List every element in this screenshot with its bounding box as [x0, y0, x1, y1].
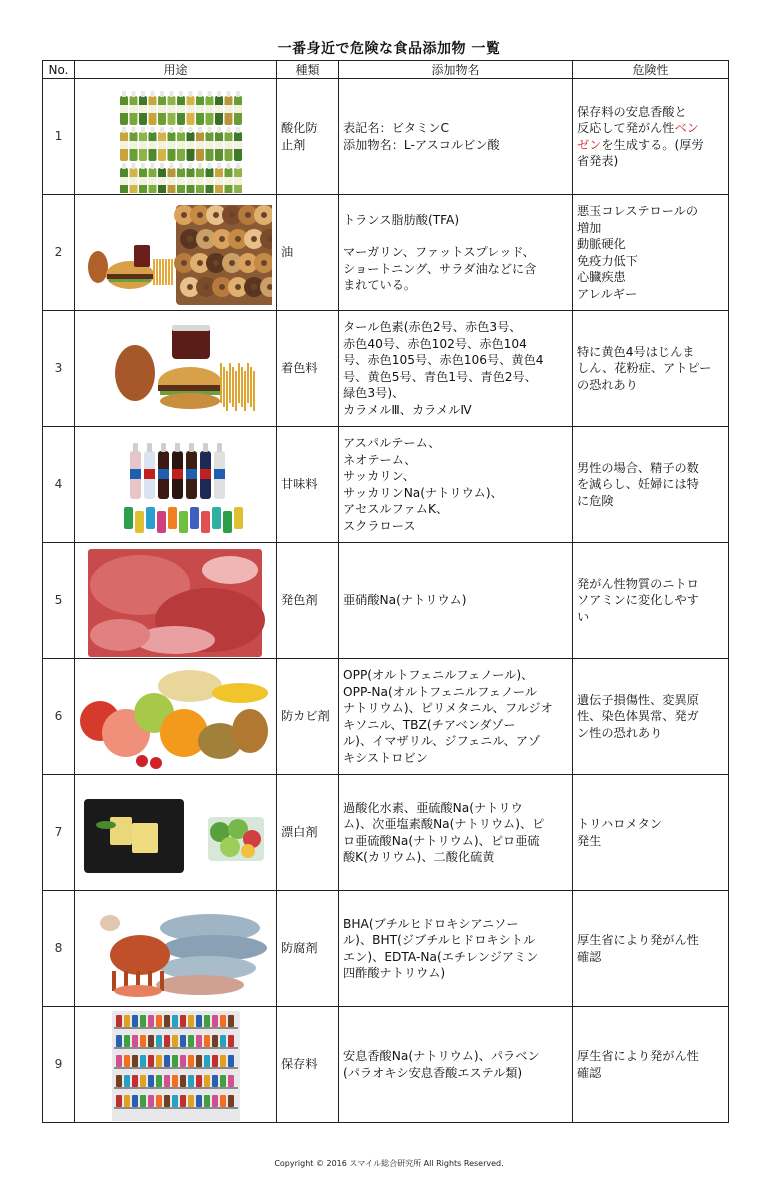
danger-fragment: 男性の場合、精子の数	[577, 460, 699, 475]
danger-cell	[573, 659, 729, 775]
danger-text	[577, 708, 724, 725]
additive-text: ム)、次亜塩素酸Na(ナトリウム)、ピ	[343, 817, 545, 831]
additive-cell	[339, 311, 573, 427]
additive-text: ネオテーム、	[343, 452, 417, 467]
danger-cell	[573, 427, 729, 543]
additive-text: まれている。	[343, 278, 417, 292]
use-image-cell	[75, 775, 277, 891]
danger-text	[577, 1065, 724, 1082]
danger-highlight: ゼン	[577, 137, 602, 152]
additive-text: 安息香酸Na(ナトリウム)、パラベン	[343, 1049, 540, 1063]
additive-text: カラメルⅢ、カラメルⅣ	[343, 402, 472, 417]
additive-text: スクラロース	[343, 518, 416, 533]
danger-cell	[573, 1007, 729, 1123]
additive-text: キソニル、TBZ(チアベンダゾー	[343, 717, 516, 732]
additive-text: 号、黄色5号、青色1号、青色2号、	[343, 369, 537, 384]
danger-text	[577, 286, 724, 303]
danger-fragment: を生成する。(厚労	[601, 137, 704, 152]
additive-text: キシストロビン	[343, 750, 428, 765]
additive-text: サッカリンNa(ナトリウム)、	[343, 485, 503, 500]
danger-fragment: 免疫力低下	[577, 253, 638, 268]
danger-text	[577, 344, 724, 361]
danger-highlight: ベン	[674, 121, 699, 135]
danger-fragment: 厚生省により発がん性	[577, 1049, 699, 1063]
header-kind: 種類	[277, 61, 339, 79]
row-number: 5	[43, 543, 75, 659]
danger-fragment: 反応して発がん性	[577, 121, 675, 135]
kind-text: 甘味料	[281, 477, 318, 492]
row-number: 1	[43, 79, 75, 195]
additive-text: ル)、BHT(ジブチルヒドロキシトル	[343, 933, 536, 947]
kind-text: 防腐剤	[281, 941, 318, 956]
danger-fragment: の恐れあり	[577, 377, 638, 392]
pickles-and-salad-icon	[80, 777, 272, 889]
additive-text: 亜硝酸Na(ナトリウム)	[343, 593, 467, 608]
header-danger: 危険性	[573, 61, 729, 79]
additive-cell	[339, 659, 573, 775]
kind-cell	[277, 775, 339, 891]
kind-cell	[277, 891, 339, 1007]
additive-text	[343, 228, 568, 244]
danger-fragment: トリハロメタン	[577, 817, 662, 831]
row-number: 8	[43, 891, 75, 1007]
additive-text: トランス脂肪酸(TFA)	[343, 212, 460, 227]
row-number: 2	[43, 195, 75, 311]
use-image-cell	[75, 1007, 277, 1123]
use-image-cell	[75, 79, 277, 195]
kind-cell	[277, 1007, 339, 1123]
seafood-icon	[80, 893, 272, 1005]
additive-text: ル)、イマザリル、ジフェニル、アゾ	[343, 734, 541, 748]
kind-cell	[277, 543, 339, 659]
additive-text: (パラオキシ安息香酸エステル類)	[343, 1065, 523, 1080]
header-additive: 添加物名	[339, 61, 573, 79]
use-image-cell	[75, 543, 277, 659]
use-image-cell	[75, 427, 277, 543]
table-row	[43, 543, 729, 659]
danger-text	[577, 253, 724, 270]
header-no: No.	[43, 61, 75, 79]
additive-text: 酸K(カリウム)、二酸化硫黄	[343, 850, 495, 864]
soft-drinks-and-gum-icon	[80, 429, 272, 541]
table-row	[43, 891, 729, 1007]
danger-text	[577, 816, 724, 833]
danger-cell	[573, 543, 729, 659]
additive-text: サッカリン、	[343, 469, 415, 483]
use-image-cell	[75, 659, 277, 775]
row-number: 7	[43, 775, 75, 891]
danger-fragment: 省発表)	[577, 154, 619, 168]
additive-text: 四酢酸ナトリウム)	[343, 966, 446, 980]
danger-fragment: い	[577, 609, 590, 624]
danger-text	[577, 1048, 724, 1065]
danger-text	[577, 269, 724, 286]
table-row	[43, 775, 729, 891]
kind-text: 漂白剤	[281, 825, 318, 840]
additive-text: タール色素(赤色2号、赤色3号、	[343, 320, 522, 334]
danger-fragment: 保存料の安息香酸と	[577, 104, 687, 119]
table-row	[43, 311, 729, 427]
page-title: 一番身近で危険な食品添加物 一覧	[277, 41, 501, 57]
additive-cell	[339, 1007, 573, 1123]
kind-text: 防カビ剤	[281, 709, 330, 724]
table-row	[43, 1007, 729, 1123]
danger-fragment: 確認	[577, 949, 602, 964]
danger-text	[577, 833, 724, 850]
danger-text	[577, 949, 724, 966]
danger-fragment: 動脈硬化	[577, 237, 626, 251]
danger-text	[577, 104, 724, 121]
table-row	[43, 659, 729, 775]
additive-cell	[339, 195, 573, 311]
fruits-icon	[80, 661, 272, 773]
danger-text	[577, 576, 724, 593]
danger-fragment: 遺伝子損傷性、変異原	[577, 692, 699, 707]
kind-cell	[277, 427, 339, 543]
cured-ham-icon	[80, 545, 272, 657]
danger-text	[577, 725, 724, 742]
green-tea-bottles-icon	[80, 81, 272, 193]
kind-text: 保存料	[281, 1057, 318, 1072]
danger-text	[577, 137, 724, 154]
additive-text: OPP-Na(オルトフェニルフェノール	[343, 684, 538, 699]
danger-fragment: を減らし、妊婦には特	[577, 477, 699, 492]
copyright-notice: Copyright © 2016 スマイル総合研究所 All Rights Reserved.	[274, 1159, 504, 1168]
additive-cell	[339, 775, 573, 891]
kind-text: 止剤	[281, 137, 306, 152]
danger-cell	[573, 775, 729, 891]
additive-cell	[339, 543, 573, 659]
kind-text: 発色剤	[281, 593, 318, 608]
danger-fragment: アレルギー	[577, 286, 638, 301]
kind-cell	[277, 659, 339, 775]
danger-fragment: 厚生省により発がん性	[577, 933, 699, 947]
danger-text	[577, 932, 724, 949]
kind-cell	[277, 195, 339, 311]
fast-food-and-donuts-icon	[80, 197, 272, 309]
additive-text: 緑色3号)、	[343, 386, 405, 400]
danger-fragment: ソアミンに変化しやす	[577, 593, 699, 608]
header-use: 用途	[75, 61, 277, 79]
row-number: 3	[43, 311, 75, 427]
additive-text: アセスルファムK、	[343, 502, 449, 516]
additive-text: マーガリン、ファットスプレッド、	[343, 245, 535, 259]
danger-fragment: 心臓疾患	[577, 270, 626, 284]
additive-cell	[339, 891, 573, 1007]
danger-cell	[573, 79, 729, 195]
additive-text: 表記名：ビタミンC	[343, 121, 450, 135]
additive-text: BHA(ブチルヒドロキシアニソー	[343, 916, 519, 931]
row-number: 9	[43, 1007, 75, 1123]
danger-fragment: 性、染色体異常、発ガ	[577, 709, 699, 724]
additive-cell	[339, 427, 573, 543]
danger-text	[577, 476, 724, 493]
table-row	[43, 79, 729, 195]
danger-fragment: 増加	[577, 220, 602, 235]
burger-meal-icon	[80, 313, 272, 425]
danger-text	[577, 236, 724, 253]
use-image-cell	[75, 195, 277, 311]
row-number: 4	[43, 427, 75, 543]
table-body	[43, 79, 729, 1123]
kind-cell	[277, 79, 339, 195]
additive-cell	[339, 79, 573, 195]
danger-text	[577, 609, 724, 626]
danger-text	[577, 493, 724, 510]
additive-text: ナトリウム)、ピリメタニル、フルジオ	[343, 701, 553, 715]
danger-text	[577, 153, 724, 170]
danger-fragment: 特に黄色4号はじんま	[577, 344, 695, 359]
additive-text: 添加物名：L-アスコルビン酸	[343, 137, 500, 152]
kind-cell	[277, 311, 339, 427]
additives-table	[42, 60, 729, 1123]
table-row	[43, 427, 729, 543]
additive-text: 号、赤色105号、赤色106号、黄色4	[343, 353, 544, 367]
convenience-store-shelf-icon	[80, 1009, 272, 1121]
danger-text	[577, 220, 724, 237]
kind-text: 着色料	[281, 361, 318, 376]
danger-fragment: 悪玉コレステロールの	[577, 204, 699, 218]
danger-text	[577, 592, 724, 609]
row-number: 6	[43, 659, 75, 775]
danger-cell	[573, 311, 729, 427]
danger-fragment: に危険	[577, 493, 614, 508]
additive-text: OPP(オルトフェニルフェノール)、	[343, 668, 534, 682]
table-row	[43, 195, 729, 311]
danger-text	[577, 203, 724, 220]
kind-text: 油	[281, 245, 294, 260]
danger-fragment: 発生	[577, 833, 602, 848]
danger-cell	[573, 195, 729, 311]
use-image-cell	[75, 891, 277, 1007]
danger-fragment: 発がん性物質のニトロ	[577, 576, 699, 591]
additive-text: エン)、EDTA-Na(エチレンジアミン	[343, 949, 539, 964]
additive-text: 過酸化水素、亜硫酸Na(ナトリウ	[343, 800, 523, 815]
additive-text: ロ亜硫酸Na(ナトリウム)、ピロ亜硫	[343, 833, 540, 848]
danger-text	[577, 460, 724, 477]
danger-text	[577, 360, 724, 377]
table-header-row	[43, 61, 729, 79]
danger-text	[577, 120, 724, 137]
danger-text	[577, 692, 724, 709]
kind-text: 酸化防	[281, 121, 318, 135]
additive-text: アスパルテーム、	[343, 436, 441, 450]
danger-fragment: しん、花粉症、アトピー	[577, 361, 712, 376]
danger-fragment: 確認	[577, 1065, 602, 1080]
additive-text: ショートニング、サラダ油などに含	[343, 261, 537, 276]
use-image-cell	[75, 311, 277, 427]
additive-text: 赤色40号、赤色102号、赤色104	[343, 336, 527, 351]
danger-cell	[573, 891, 729, 1007]
danger-fragment: ン性の恐れあり	[577, 725, 663, 740]
danger-text	[577, 377, 724, 394]
